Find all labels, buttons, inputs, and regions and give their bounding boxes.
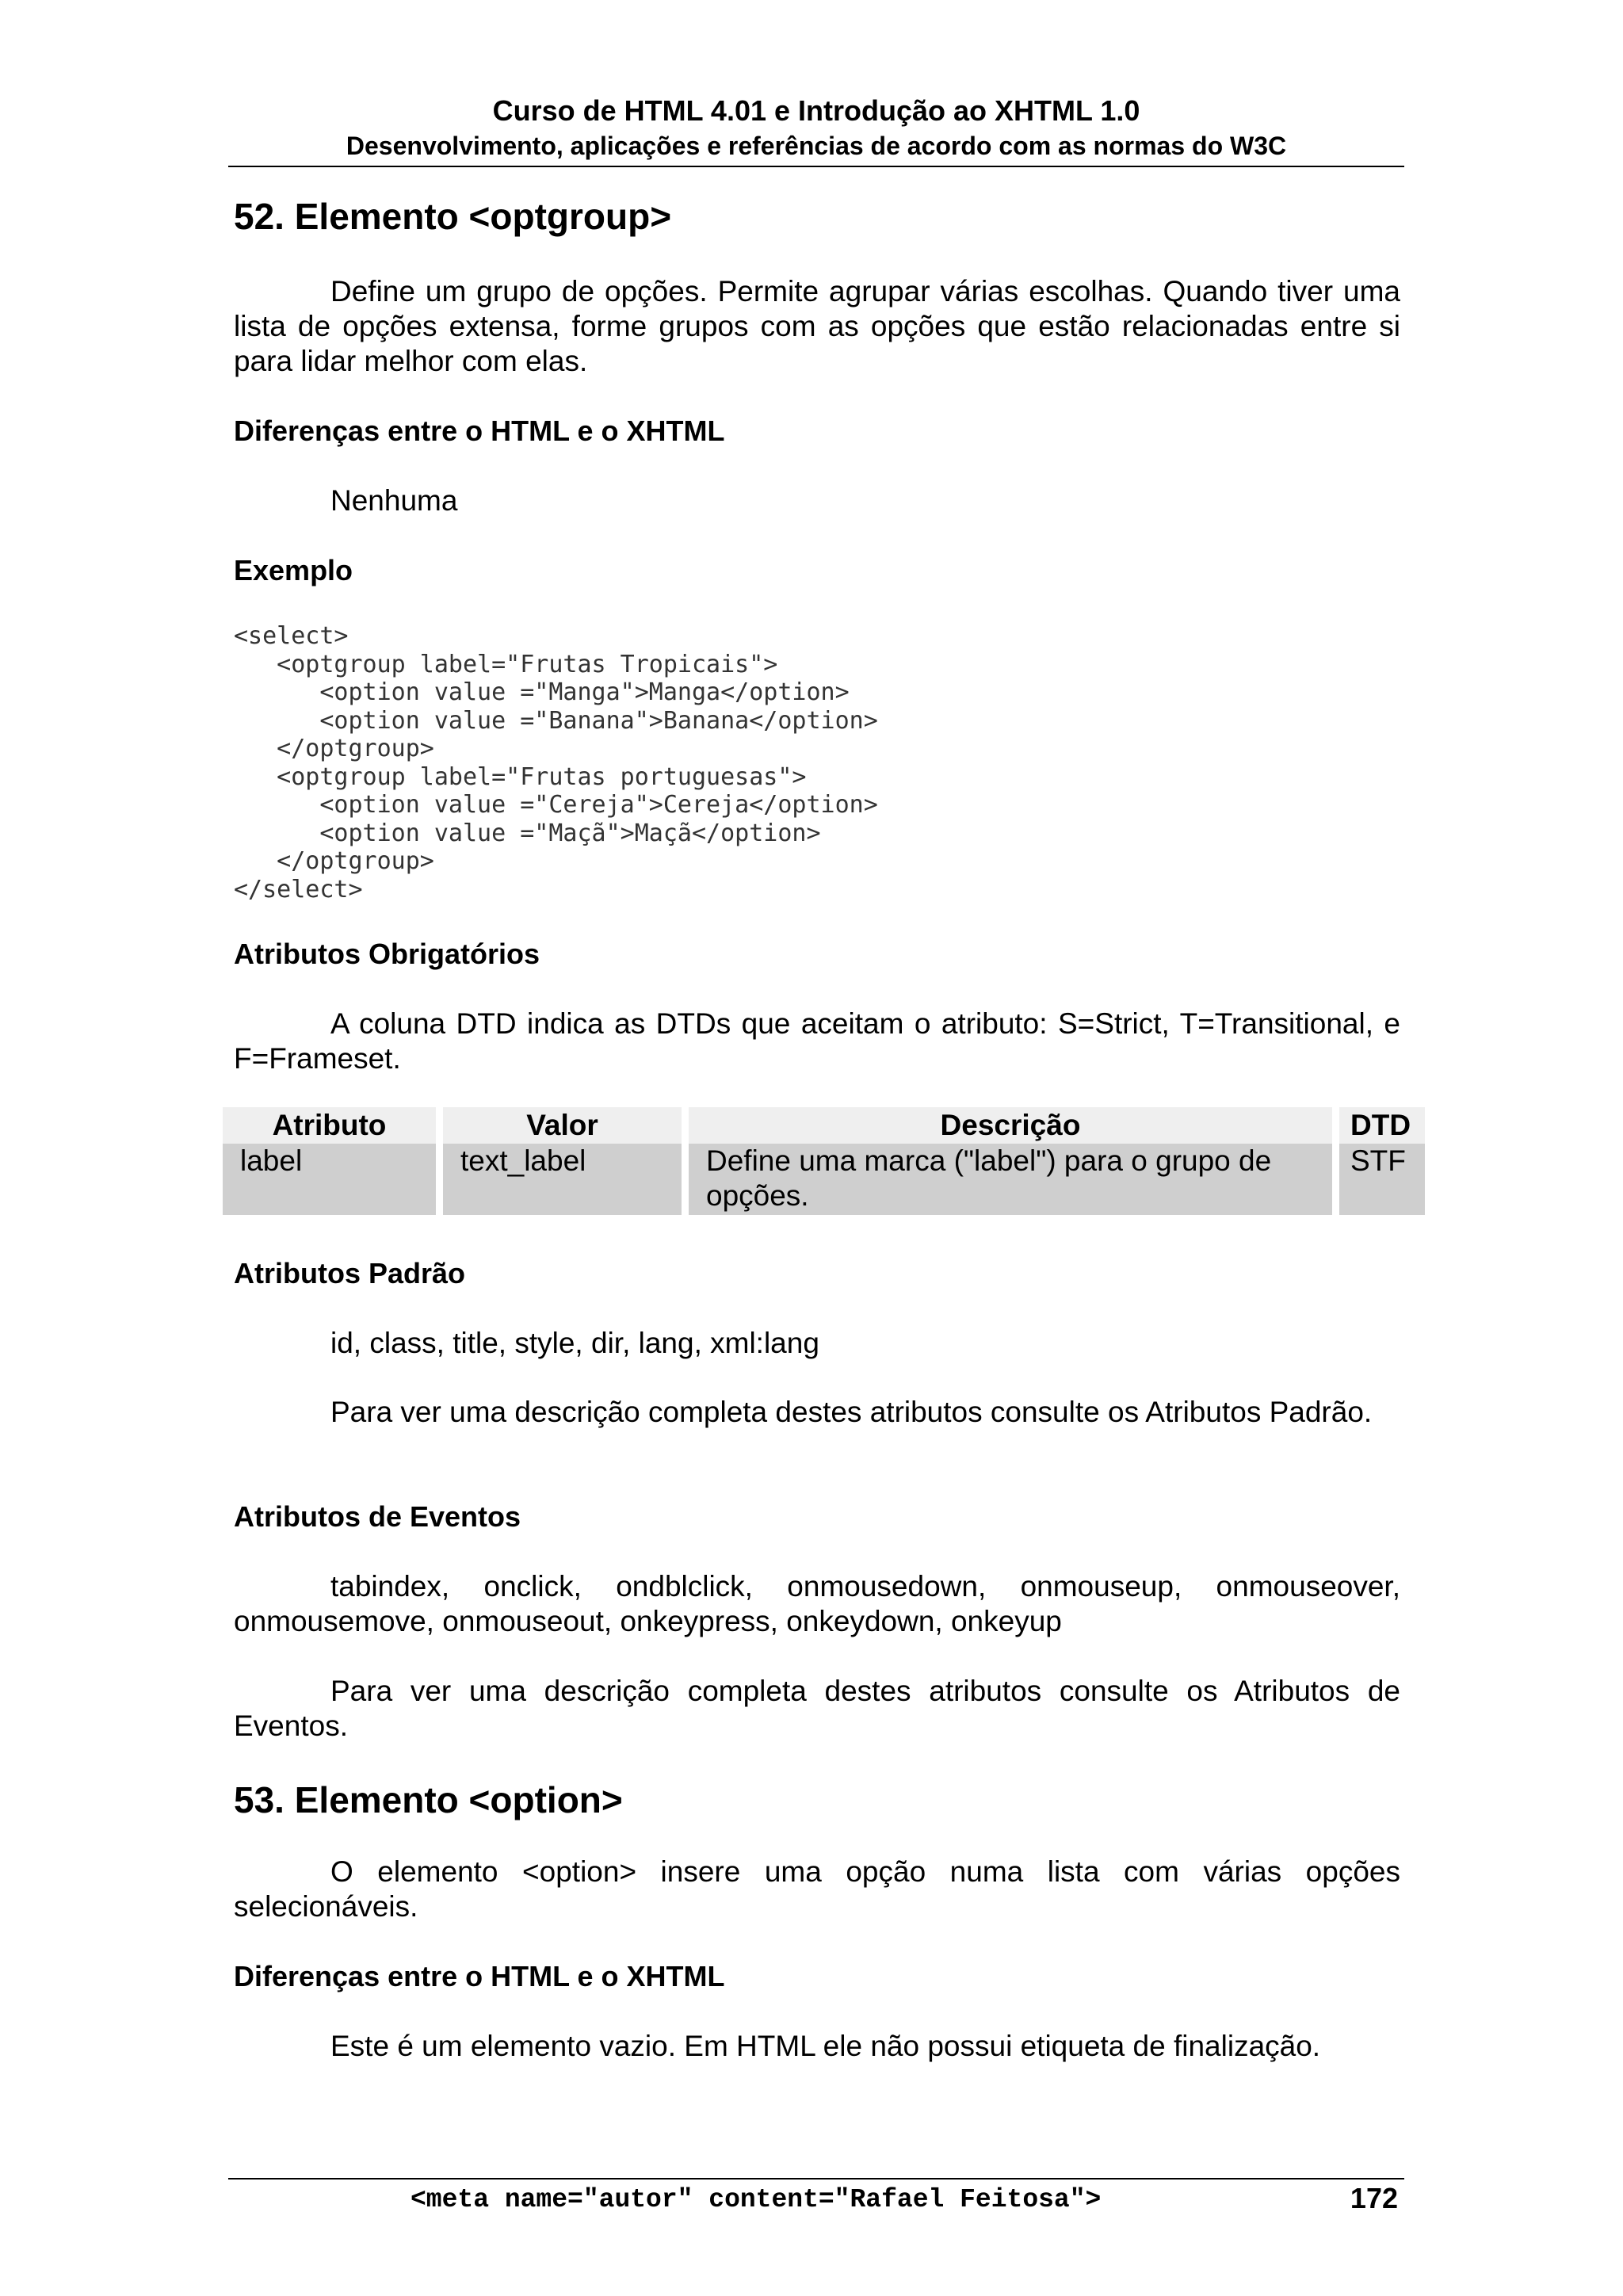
code-line: </optgroup> [234, 847, 434, 875]
footer-rule [228, 2178, 1404, 2179]
footer-meta-tag: <meta name="autor" content="Rafael Feitosa"> [411, 2185, 1102, 2214]
required-attributes-text: A coluna DTD indica as DTDs que aceitam o atributo: S=Strict, T=Transitional, e F=Frameset. [234, 1007, 1400, 1075]
code-line: <option value ="Banana">Banana</option> [234, 706, 878, 735]
code-line: <option value ="Cereja">Cereja</option> [234, 791, 878, 819]
code-line: <optgroup label="Frutas portuguesas"> [234, 762, 807, 791]
code-line: <option value ="Manga">Manga</option> [234, 678, 850, 706]
code-line: <option value ="Maçã">Maçã</option> [234, 819, 821, 847]
table-cell: text_label [443, 1144, 682, 1215]
section-52-title: 52. Elemento <optgroup> [234, 196, 672, 237]
standard-attributes-heading: Atributos Padrão [234, 1257, 466, 1289]
code-line: </select> [234, 875, 363, 904]
standard-attributes-note: Para ver uma descrição completa destes atributos consulte os Atributos Padrão. [330, 1396, 1373, 1428]
attributes-table [216, 1107, 1432, 1215]
code-line: </optgroup> [234, 735, 434, 762]
table-header-cell: Descrição [689, 1107, 1332, 1144]
page-footer [228, 2183, 1404, 2218]
table-header-row [223, 1107, 1425, 1144]
section-53-diff-text: Este é um elemento vazio. Em HTML ele não possui etiqueta de finalização. [330, 2030, 1321, 2062]
table-cell: Define uma marca ("label") para o grupo de opções. [689, 1144, 1332, 1215]
table-row [223, 1144, 1425, 1215]
standard-attributes-list: id, class, title, style, dir, lang, xml:lang [330, 1327, 819, 1359]
required-attributes-heading: Atributos Obrigatórios [234, 938, 540, 970]
section-53-intro: O elemento <option> insere uma opção numa lista com várias opções selecionáveis. [234, 1855, 1400, 1923]
event-attributes-list: tabindex, onclick, ondblclick, onmousedown, onmouseup, onmouseover, onmousemove, onmouseout, onkeypress, onkeydown, onkeyup [234, 1570, 1400, 1637]
table-header-cell: Valor [443, 1107, 682, 1144]
section-52-intro: Define um grupo de opções. Permite agrupar várias escolhas. Quando tiver uma lista de opções extensa, forme grupos com as opções que estão relacionadas entre si para lidar melhor com elas. [234, 275, 1400, 377]
running-header-subtitle: Desenvolvimento, aplicações e referências de acordo com as normas do W3C [346, 132, 1287, 160]
table-cell: label [223, 1144, 436, 1215]
section-53-diff-heading: Diferenças entre o HTML e o XHTML [234, 1960, 725, 1992]
running-header-title: Curso de HTML 4.01 e Introdução ao XHTML 1.0 [492, 94, 1140, 127]
code-line: <select> [234, 622, 349, 650]
section-52-diff-text: Nenhuma [330, 484, 458, 517]
table-header-cell: Atributo [223, 1107, 436, 1144]
section-52-diff-heading: Diferenças entre o HTML e o XHTML [234, 415, 725, 447]
example-code-block [234, 622, 1400, 904]
table-cell: STF [1339, 1144, 1425, 1215]
table-header-cell: DTD [1339, 1107, 1425, 1144]
code-line: <optgroup label="Frutas Tropicais"> [234, 650, 778, 678]
section-53-title: 53. Elemento <option> [234, 1779, 623, 1820]
header-rule [228, 166, 1404, 167]
event-attributes-heading: Atributos de Eventos [234, 1500, 521, 1533]
event-attributes-note: Para ver uma descrição completa destes atributos consulte os Atributos de Eventos. [234, 1675, 1400, 1742]
section-52-example-heading: Exemplo [234, 554, 353, 586]
page-number: 172 [1350, 2182, 1398, 2214]
